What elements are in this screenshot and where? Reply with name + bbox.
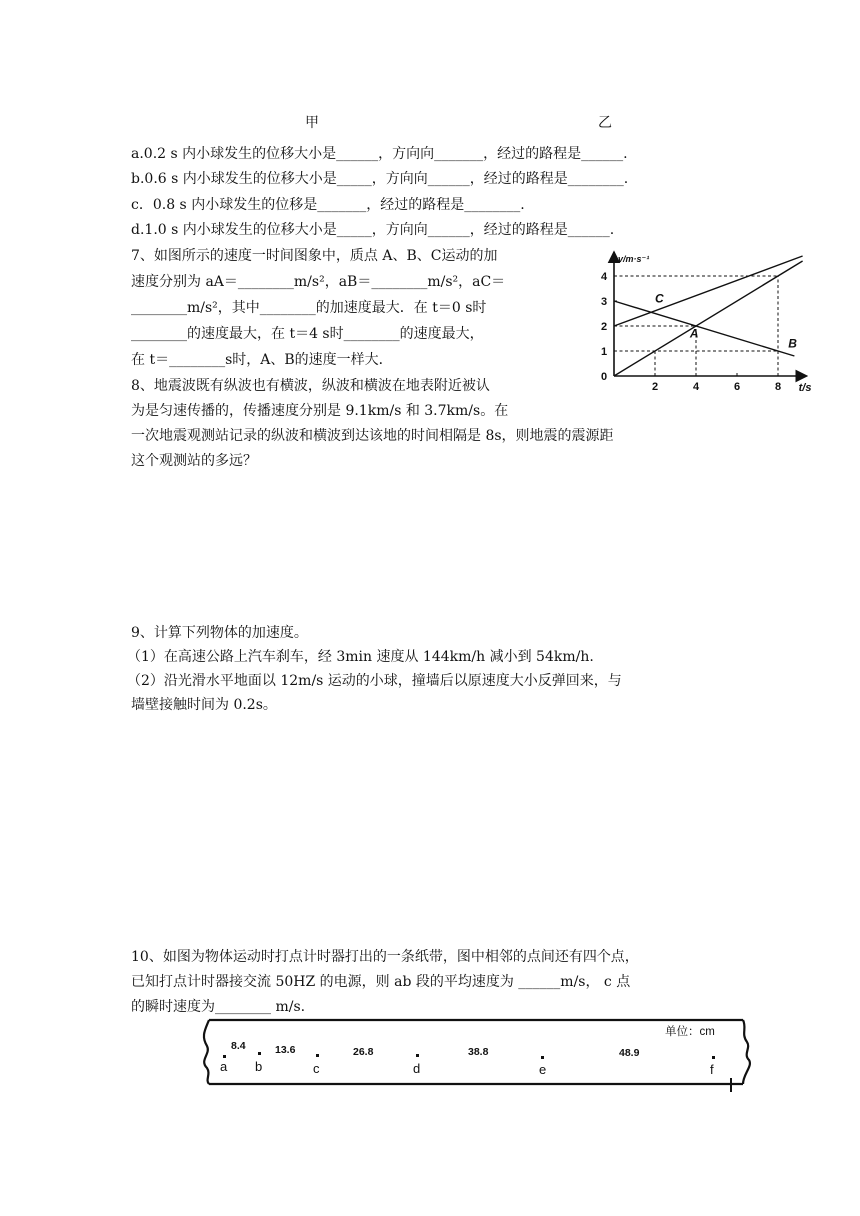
- q9-part-2b: 墙壁接触时间为 0.2s。: [131, 697, 277, 713]
- x-tick-label-6: 6: [734, 381, 741, 393]
- y-axis-title: v/m·s⁻¹: [618, 254, 650, 264]
- q9-part-2a: （2）沿光滑水平地面以 12m/s 运动的小球，撞墙后以原速度大小反弹回来，与: [127, 673, 622, 689]
- tape-dot-e: [541, 1056, 544, 1059]
- tape-dot-a: [223, 1055, 226, 1058]
- tape-unit-label: 单位：cm: [665, 1026, 715, 1038]
- tape-distance-bc: 13.6: [275, 1044, 296, 1056]
- y-tick-label-2: 2: [601, 321, 608, 333]
- q10-line-1: 10、如图为物体运动时打点计时器打出的一条纸带，图中相邻的点间还有四个点，: [131, 949, 639, 965]
- q9-title: 9、计算下列物体的加速度。: [131, 625, 308, 641]
- q6-item-d: d.1.0 s 内小球发生的位移大小是_____，方向向______，经过的路程是______.: [131, 222, 615, 238]
- q8-line-4: 这个观测站的多远？: [131, 453, 257, 469]
- series-line-B: [614, 261, 803, 376]
- q9-part-1: （1）在高速公路上汽车刹车，经 3min 速度从 144km/h 减小到 54km/h.: [127, 649, 594, 665]
- y-tick-label-1: 1: [601, 346, 608, 358]
- tape-dot-d: [416, 1054, 419, 1057]
- q10-line-2: 已知打点计时器接交流 50HZ 的电源，则 ab 段的平均速度为 ______m/s， c 点: [131, 974, 631, 990]
- curve-label-B: B: [788, 336, 797, 351]
- tape-distance-de: 38.8: [468, 1046, 489, 1058]
- tape-dot-b: [258, 1052, 261, 1055]
- x-tick-label-8: 8: [775, 381, 782, 393]
- series-line-A: [614, 256, 803, 326]
- q8-line-3: 一次地震观测站记录的纵波和横波到达该地的时间相隔是 8s，则地震的震源距: [131, 428, 614, 444]
- origin-label: 0: [601, 371, 608, 383]
- tape-point-d: d: [413, 1061, 421, 1076]
- q7-line-3: ________m/s²，其中________的加速度最大．在 t＝0 s时: [131, 300, 487, 316]
- x-tick-label-2: 2: [652, 381, 659, 393]
- q8-line-1: 8、地震波既有纵波也有横波，纵波和横波在地表附近被认: [131, 378, 490, 394]
- curve-label-A: A: [689, 326, 699, 341]
- q7-line-4: ________的速度最大，在 t＝4 s时________的速度最大，: [131, 326, 484, 342]
- series-line-C: [614, 301, 794, 356]
- q7-line-5: 在 t＝________s时，A、B的速度一样大．: [131, 352, 393, 368]
- velocity-time-graph: [590, 244, 812, 396]
- tape-dot-c: [316, 1054, 319, 1057]
- q7-line-2: 速度分别为 aA＝________m/s²，aB＝________m/s²，aC＝: [131, 274, 506, 290]
- q6-item-b: b.0.6 s 内小球发生的位移大小是_____，方向向______，经过的路程是________.: [131, 171, 629, 187]
- tape-point-b: b: [255, 1059, 263, 1074]
- q8-line-2: 为是匀速传播的，传播速度分别是 9.1km/s 和 3.7km/s。在: [131, 403, 509, 419]
- tape-distance-cd: 26.8: [353, 1046, 374, 1058]
- y-tick-label-4: 4: [601, 271, 608, 283]
- x-tick-label-4: 4: [693, 381, 700, 393]
- tape-dot-f: [712, 1056, 715, 1059]
- caption-jia: 甲: [305, 115, 319, 131]
- tape-left-wavy-edge: [204, 1020, 209, 1084]
- curve-label-C: C: [655, 291, 664, 306]
- q10-line-3: 的瞬时速度为________ m/s.: [131, 999, 306, 1015]
- q6-item-a: a.0.2 s 内小球发生的位移大小是______，方向向_______，经过的路程是______.: [131, 146, 628, 162]
- q7-line-1: 7、如图所示的速度一时间图象中，质点 A、B、C运动的加: [131, 248, 498, 264]
- tape-right-wavy-edge: [743, 1020, 750, 1084]
- y-tick-label-3: 3: [601, 296, 608, 308]
- tape-point-a: a: [220, 1059, 228, 1074]
- paper-tape-figure: [195, 1016, 760, 1092]
- tape-point-e: e: [539, 1062, 547, 1077]
- q6-item-c: c．0.8 s 内小球发生的位移是_______，经过的路程是________.: [131, 197, 525, 213]
- tape-point-c: c: [313, 1061, 320, 1076]
- tape-distance-ab: 8.4: [231, 1040, 246, 1052]
- caption-yi: 乙: [598, 115, 612, 131]
- x-axis-title: t/s: [798, 382, 812, 394]
- tape-point-f: f: [710, 1062, 714, 1077]
- tape-distance-ef: 48.9: [619, 1047, 640, 1059]
